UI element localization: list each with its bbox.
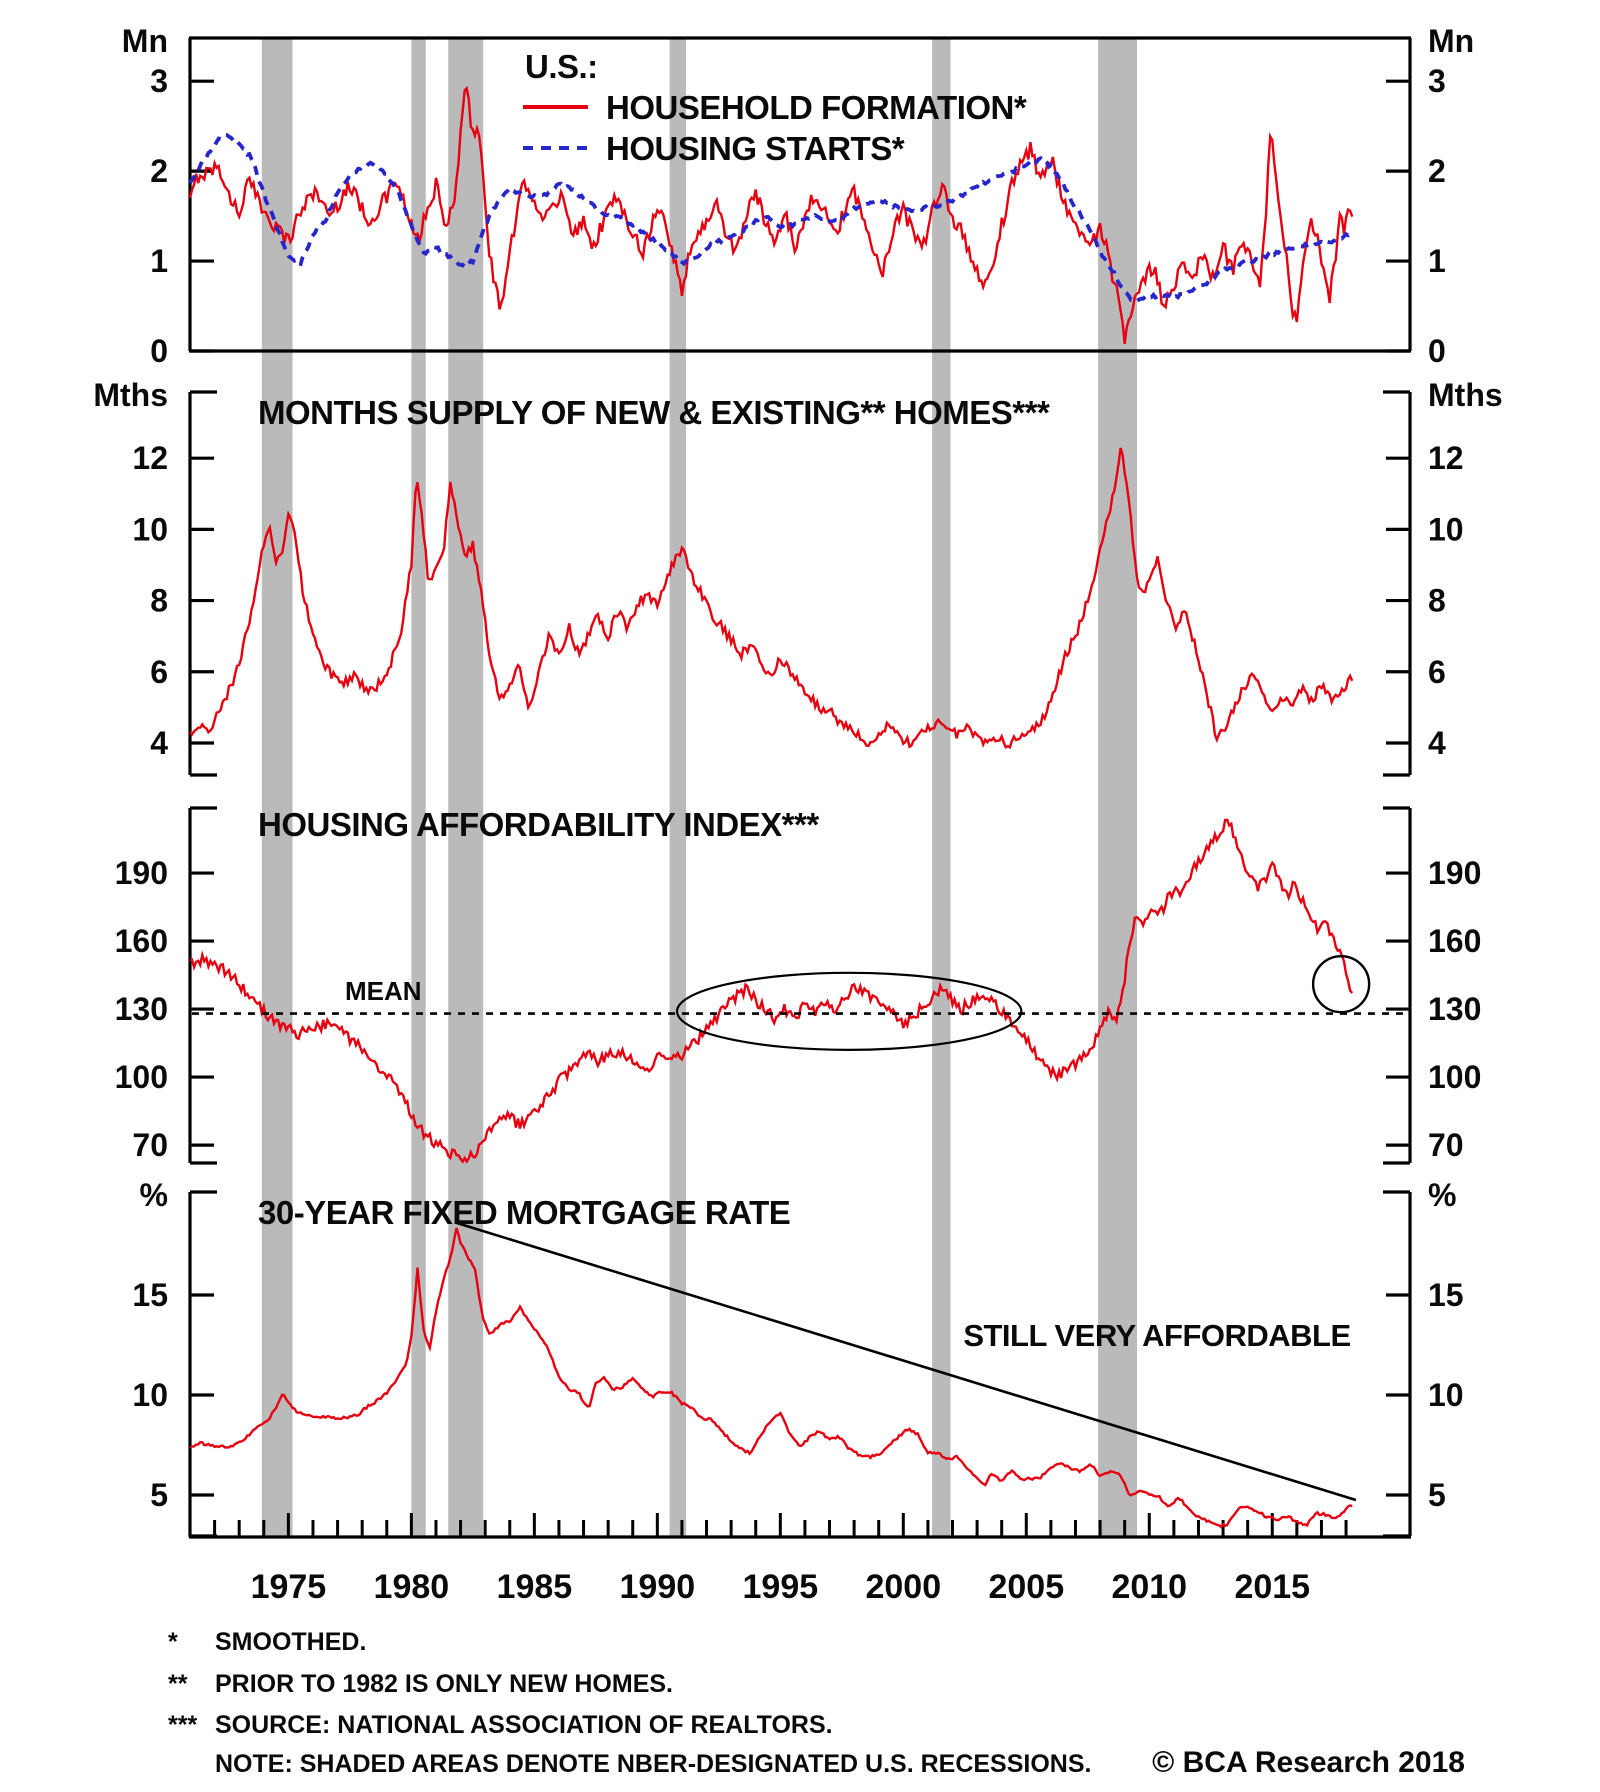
panel-title-months-supply: MONTHS SUPPLY OF NEW & EXISTING** HOMES*** [258, 394, 1050, 431]
legend-label-housing-starts: HOUSING STARTS* [606, 130, 905, 167]
y-tick-label-left: 10 [132, 511, 168, 548]
y-tick-label-right: 3 [1428, 63, 1446, 100]
footnote-marker-1: * [168, 1628, 178, 1656]
still-very-affordable-label: STILL VERY AFFORDABLE [963, 1318, 1351, 1353]
y-tick-label-left: 2 [150, 153, 168, 190]
y-tick-label-left: 10 [132, 1377, 168, 1413]
y-tick-label-left: 4 [150, 724, 168, 761]
y-tick-label-right: 4 [1428, 724, 1446, 761]
unit-label-mths-right: Mths [1428, 377, 1503, 413]
footnote-text-4: NOTE: SHADED AREAS DENOTE NBER-DESIGNATED U.S. RECESSIONS. [215, 1750, 1092, 1778]
legend-title: U.S.: [525, 48, 598, 85]
y-tick-label-left: 6 [150, 653, 168, 690]
y-tick-label-right: 2 [1428, 153, 1446, 190]
unit-label-mths-left: Mths [93, 377, 168, 413]
panel-title-affordability: HOUSING AFFORDABILITY INDEX*** [258, 806, 819, 843]
unit-label-mn-left: Mn [121, 23, 168, 59]
y-tick-label-left: 100 [114, 1059, 168, 1096]
unit-label-mn-right: Mn [1428, 23, 1475, 59]
x-axis-label: 2010 [1111, 1568, 1188, 1606]
y-tick-label-left: 130 [114, 991, 168, 1028]
recession-band [448, 38, 483, 1537]
unit-label-pct-right: % [1428, 1177, 1457, 1213]
y-tick-label-left: 3 [150, 63, 168, 100]
y-tick-label-right: 0 [1428, 333, 1446, 369]
footnote-text-3: SOURCE: NATIONAL ASSOCIATION OF REALTORS. [215, 1711, 833, 1739]
y-tick-label-right: 1 [1428, 243, 1446, 280]
y-tick-label-left: 12 [132, 440, 168, 477]
y-tick-label-left: 8 [150, 582, 168, 619]
x-axis-label: 1985 [496, 1568, 573, 1606]
recession-band [932, 38, 950, 1537]
y-tick-label-right: 5 [1428, 1477, 1446, 1513]
x-axis-label: 2015 [1234, 1568, 1311, 1606]
legend-label-household-formation: HOUSEHOLD FORMATION* [606, 89, 1027, 126]
x-axis-label: 1990 [619, 1568, 696, 1606]
y-tick-label-right: 15 [1428, 1277, 1464, 1313]
y-tick-label-right: 6 [1428, 653, 1446, 690]
y-tick-label-right: 12 [1428, 440, 1464, 477]
mean-label: MEAN [345, 976, 422, 1006]
recession-band [1098, 38, 1137, 1537]
y-tick-label-left: 15 [132, 1277, 168, 1313]
x-axis-label: 2000 [865, 1568, 942, 1606]
x-axis-label: 1995 [742, 1568, 819, 1606]
copyright: © BCA Research 2018 [1152, 1746, 1465, 1779]
y-tick-label-right: 70 [1428, 1127, 1464, 1164]
y-tick-label-right: 190 [1428, 855, 1482, 892]
recession-band [262, 38, 293, 1537]
footnote-marker-3: *** [168, 1711, 198, 1739]
unit-label-pct-left: % [139, 1177, 168, 1213]
y-tick-label-right: 10 [1428, 511, 1464, 548]
y-tick-label-right: 130 [1428, 991, 1482, 1028]
panel-title-mortgage-rate: 30-YEAR FIXED MORTGAGE RATE [258, 1194, 791, 1231]
x-axis-label: 1975 [250, 1568, 327, 1606]
y-tick-label-right: 10 [1428, 1377, 1464, 1413]
y-tick-label-right: 160 [1428, 923, 1482, 960]
footnote-text-2: PRIOR TO 1982 IS ONLY NEW HOMES. [215, 1670, 673, 1698]
y-tick-label-left: 0 [150, 333, 168, 369]
y-tick-label-left: 160 [114, 923, 168, 960]
x-axis-label: 1980 [373, 1568, 450, 1606]
y-tick-label-left: 190 [114, 855, 168, 892]
x-axis-label: 2005 [988, 1568, 1065, 1606]
footnote-text-1: SMOOTHED. [215, 1628, 367, 1656]
y-tick-label-right: 100 [1428, 1059, 1482, 1096]
y-tick-label-right: 8 [1428, 582, 1446, 619]
y-tick-label-left: 1 [150, 243, 168, 280]
y-tick-label-left: 5 [150, 1477, 168, 1513]
y-tick-label-left: 70 [132, 1127, 168, 1164]
footnote-marker-2: ** [168, 1670, 188, 1698]
